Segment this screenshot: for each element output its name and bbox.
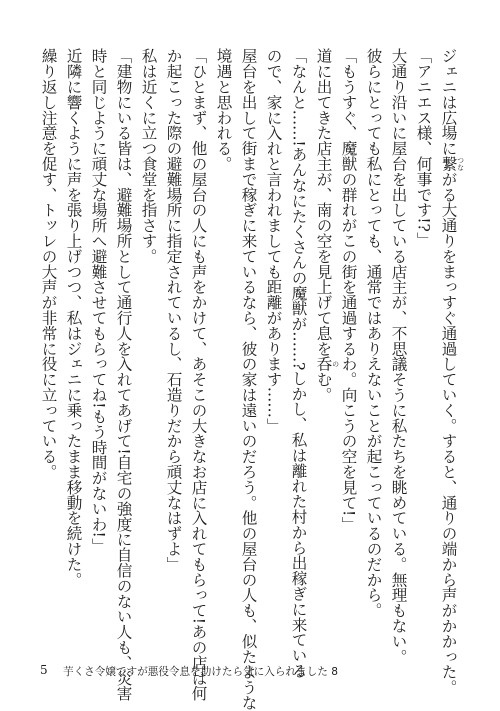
text-line: 「建物にいる皆は、避難場所として通行人を入れてあげて!自宅の強度に自信のない人も、災害 [114, 48, 133, 701]
running-footer-title: 芋くさ令嬢ですが悪役令息を助けたら気に入られました 8 [63, 666, 338, 678]
text-line: 時と同じように頑丈な場所へ避難させてもらってね!もう時間がないわ!」 [89, 48, 108, 553]
text-line: ので、家に入れと言われましても距離があります……」 [264, 48, 283, 433]
text-line: 「なんと……!あんなにたくさんの魔獣が……?しかし、私は離れた村から出稼ぎに来ている [289, 48, 308, 679]
text-line: か起こった際の避難場所に指定されているし、石造りだから頑丈なはずよ」 [164, 48, 183, 572]
page-number: 5 [40, 663, 48, 677]
text-line: 屋台を出して街まで稼ぎに来ているなら、彼の家は遠いのだろう。他の屋台の人も、似たような [239, 48, 258, 711]
text-line: 近隣に響くように声を張り上げつつ、私はジェニに乗ったまま移動を続けた。 [64, 48, 83, 587]
text-line: 「もうすぐ、魔獣の群れがこの街を通過するわ。向こうの空を見て!」 [339, 48, 358, 532]
text-line: 大通り沿いに屋台を出している店主が、不思議そうに私たちを眺めている。無理もない。 [389, 48, 408, 664]
text-line-content: ジェニは広場に繋 つながる大通りをまっすぐ通過していく。すると、通りの端から声がかかった。 [439, 48, 465, 695]
text-line [439, 48, 465, 695]
text-line: 境遇と思われる。 [214, 48, 233, 172]
text-line: 「アニエス様、何事です!?」 [414, 48, 433, 248]
text-line: 「ひとまず、他の屋台の人にも声をかけて、あそこの大きなお店に入れてもらって!あの店は何 [189, 48, 208, 701]
furigana-ruby: 呑 の [314, 356, 340, 372]
furigana-ruby: 繋 つな [439, 155, 465, 172]
text-line: 私は近くに立つ食堂を指さす。 [139, 48, 158, 264]
text-line: 彼らにとっても私にとっても、通常ではありえないことが起こっているのだから。 [364, 48, 383, 618]
text-line: 繰り返し注意を促す、トッレの大声が非常に役に立っている。 [39, 48, 58, 480]
text-line: 道に出てきた店主が、南の空を見上げて息を呑 のむ。 [314, 48, 340, 403]
